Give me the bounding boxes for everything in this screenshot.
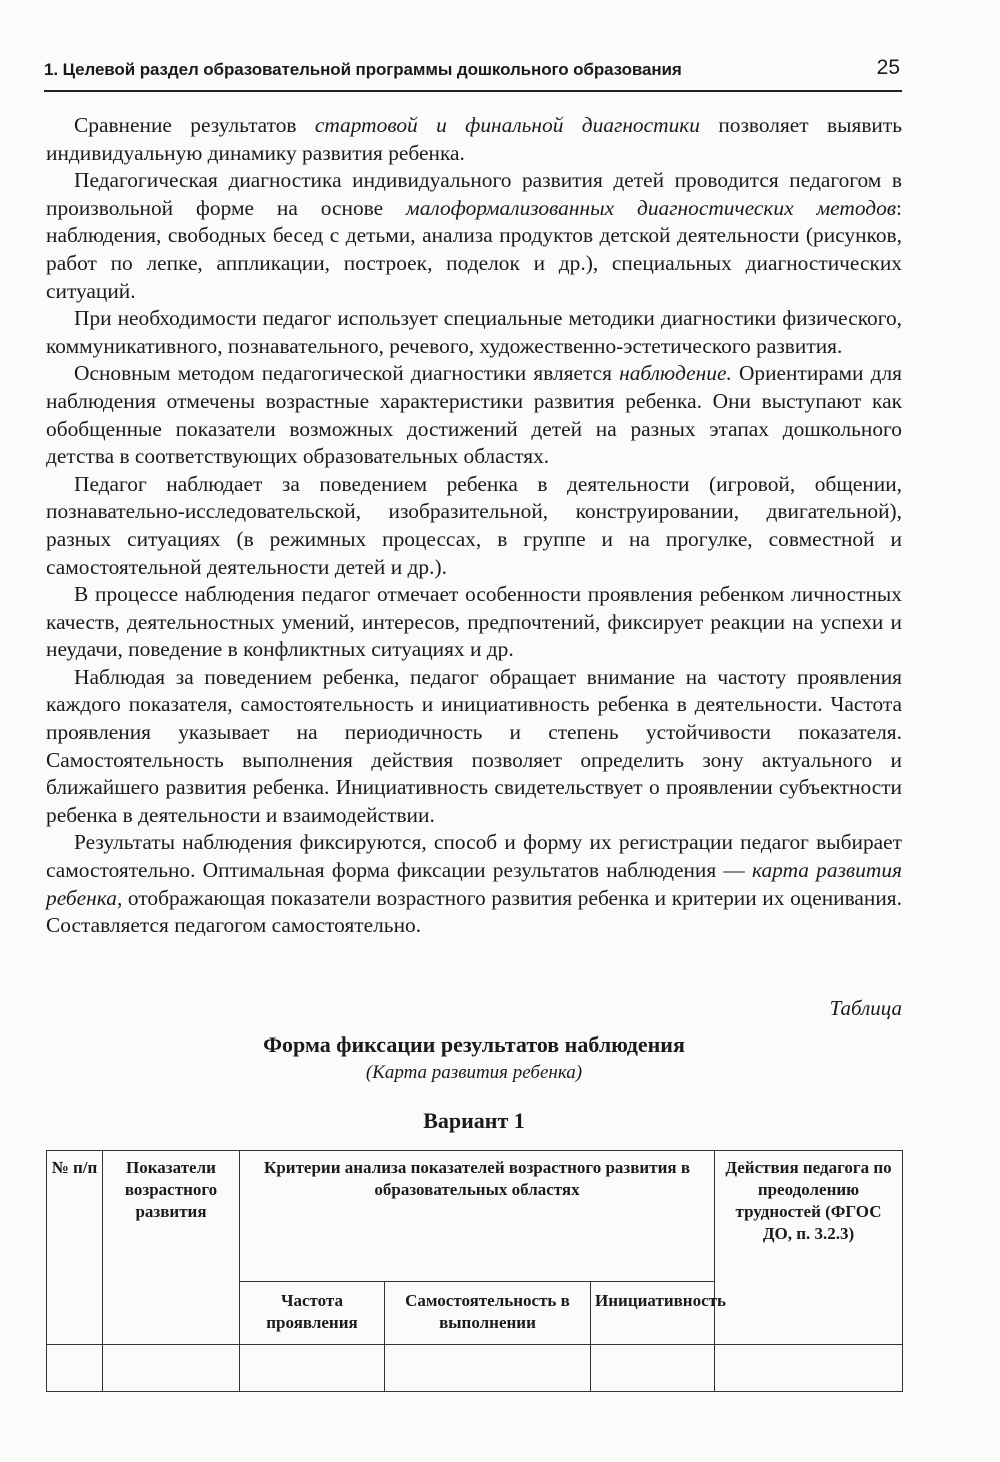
header-num: № п/п: [47, 1151, 103, 1345]
text-run: В процессе наблюдения педагог отмечает особенности проявления ребенком личностных качеств, деятельностных умений, интересов, предпочтений, фиксирует реакции на успехи и неудачи, поведение в конфликтных ситуациях и др.: [46, 582, 902, 662]
header-indicators: Показатели возрастного развития: [103, 1151, 240, 1345]
italic-term: малоформализованных диагностических методов: [406, 195, 897, 220]
paragraph: [46, 829, 902, 939]
paragraph: [46, 167, 902, 305]
paragraph: [46, 360, 902, 470]
italic-term: карта развития ребенка: [46, 858, 902, 910]
table-cell: [715, 1345, 903, 1392]
table-cell: [591, 1345, 715, 1392]
text-run: Результаты наблюдения фиксируются, способ и форму их регистрации педагог выбирает самостоятельно. Оптимальная форма фиксации результатов наблюдения —: [46, 830, 902, 883]
table-label: Таблица: [829, 996, 902, 1020]
text-run: Ориентирами для наблюдения отмечены возрастные характеристики развития ребенка. Они выступают как обобщенные показатели возможных достижений детей на разных этапах дошкольного детства в соответствующих образовательных областях.: [46, 361, 903, 469]
table-subtitle: (Карта развития ребенка): [365, 1062, 583, 1083]
text-run: Основным методом педагогической диагностики является: [74, 361, 620, 386]
text-run: , отображающая показатели возрастного развития ребенка и критерии их оценивания. Составляется педагогом самостоятельно.: [46, 885, 902, 938]
italic-term: стартовой и финальной диагностики: [314, 113, 700, 137]
text-run: Сравнение результатов: [74, 113, 315, 137]
table-row: [47, 1345, 903, 1392]
header-actions: Действия педагога по преодолению трудностей (ФГОС ДО, п. 3.2.3): [715, 1151, 903, 1345]
paragraph: [46, 112, 902, 167]
header-frequency: Частота проявления: [240, 1282, 385, 1345]
paragraph: [46, 471, 902, 581]
section-title: 1. Целевой раздел образовательной программы дошкольного образования: [44, 60, 682, 79]
page-number: 25: [876, 56, 900, 79]
table-cell: [47, 1345, 103, 1392]
header-rule: [44, 90, 902, 92]
text-run: При необходимости педагог использует специальные методики диагностики физического, коммуникативного, познавательного, речевого, художественно-эстетического развития.: [46, 306, 902, 358]
body-text: [46, 112, 902, 940]
italic-term: наблюдение.: [619, 361, 732, 386]
paragraph: [46, 581, 902, 664]
text-run: Педагог наблюдает за поведением ребенка в деятельности (игровой, общении, познавательно-исследовательской, изобразительной, конструировании, двигательной), разных ситуациях (в режимных процессах, в группе и на прогулке, совместной и самостоятельной деятельности детей и др.).: [46, 471, 902, 579]
running-header: [44, 56, 902, 80]
table-cell: [103, 1345, 240, 1392]
paragraph: [46, 305, 902, 360]
variant-heading: Вариант 1: [423, 1108, 525, 1133]
observation-table: [46, 1150, 903, 1392]
table-title: Форма фиксации результатов наблюдения: [263, 1032, 685, 1057]
text-run: Наблюдая за поведением ребенка, педагог обращает внимание на частоту проявления каждого показателя, самостоятельность и инициативность ребенка в деятельности. Частота проявления указывает на периодичность и степень устойчивости показателя. Самостоятельность выполнения действия позволяет определить зону актуального и ближайшего развития ребенка. Инициативность свидетельствует о проявлении субъектности ребенка в деятельности и взаимодействии.: [46, 664, 902, 827]
table-cell: [240, 1345, 385, 1392]
header-independence: Самостоятельность в выполнении: [385, 1282, 591, 1345]
text-run: Педагогическая диагностика индивидуального развития детей проводится педагогом в произвольной форме на основе: [46, 168, 902, 220]
text-run: : наблюдения, свободных бесед с детьми, анализа продуктов детской деятельности (рисунков, работ по лепке, аппликации, построек, поделок и др.), специальных диагностических ситуаций.: [46, 195, 902, 303]
paragraph: [46, 664, 902, 830]
table-cell: [385, 1345, 591, 1392]
text-run: позволяет выявить индивидуальную динамику развития ребенка.: [46, 113, 902, 165]
header-criteria: Критерии анализа показателей возрастного развития в образовательных областях: [240, 1151, 715, 1282]
header-initiative: Инициативность: [591, 1282, 715, 1345]
